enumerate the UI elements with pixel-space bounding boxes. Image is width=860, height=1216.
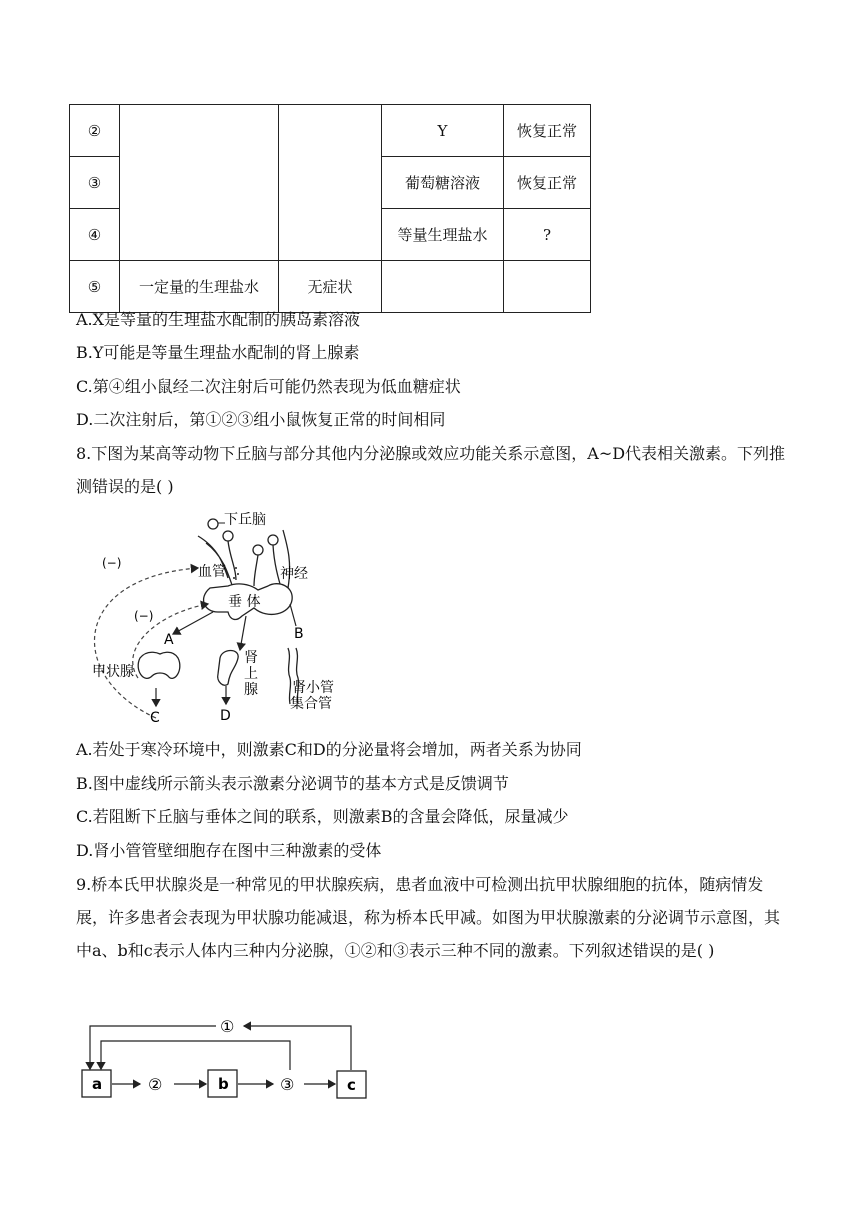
label-thyroid: 甲状腺 xyxy=(92,664,134,680)
table-cell-num: ② xyxy=(70,105,120,157)
q8-option-b: B.图中虚线所示箭头表示激素分泌调节的基本方式是反馈调节 xyxy=(76,774,509,793)
label-hormone-2: ② xyxy=(148,1075,163,1094)
experiment-table xyxy=(69,104,591,313)
arrow-to-adrenal xyxy=(240,616,246,650)
q8-option-a: A.若处于寒冷环境中，则激素C和D的分泌量将会增加，两者关系为协同 xyxy=(76,740,582,759)
arrow-a xyxy=(173,612,213,634)
label-a: A xyxy=(164,632,174,648)
label-feedback-2: (−) xyxy=(134,609,154,623)
label-d: D xyxy=(220,708,231,724)
table-cell-num: ④ xyxy=(70,209,120,261)
feedback-3-to-a xyxy=(101,1041,290,1070)
table-cell-col5 xyxy=(504,261,591,313)
label-tubule-2: 集合管 xyxy=(290,696,332,712)
table-cell-col2 xyxy=(120,105,279,261)
table-cell-num: ③ xyxy=(70,157,120,209)
q8-figure xyxy=(78,508,378,730)
table-cell-col5: ? xyxy=(504,209,591,261)
label-box-c: c xyxy=(347,1076,356,1094)
q9-figure xyxy=(78,1014,378,1106)
label-feedback-1: (−) xyxy=(102,556,122,570)
label-tubule-1: 肾小管 xyxy=(292,680,334,696)
label-hypothalamus: 下丘脑 xyxy=(224,512,266,528)
table-cell-col3 xyxy=(279,105,382,261)
label-box-b: b xyxy=(218,1075,229,1093)
q7-option-d: D.二次注射后，第①②③组小鼠恢复正常的时间相同 xyxy=(76,410,446,429)
q8-stem: 8.下图为某高等动物下丘脑与部分其他内分泌腺或效应功能关系示意图，A~D代表相关激素。下列推测错误的是( ) xyxy=(76,444,786,496)
table-cell-col4: Y xyxy=(382,105,504,157)
table-cell-col4: 葡萄糖溶液 xyxy=(382,157,504,209)
table-row xyxy=(70,261,591,313)
label-pituitary: 垂 体 xyxy=(228,594,261,610)
q7-option-b: B.Y可能是等量生理盐水配制的肾上腺素 xyxy=(76,343,360,362)
q8-option-c: C.若阻断下丘脑与垂体之间的联系，则激素B的含量会降低，尿量减少 xyxy=(76,807,569,826)
label-hormone-3: ③ xyxy=(280,1075,295,1094)
label-b: B xyxy=(294,626,304,642)
label-box-a: a xyxy=(92,1075,103,1093)
table-cell-num: ⑤ xyxy=(70,261,120,313)
label-adrenal-2: 上 xyxy=(244,666,258,682)
arrow-b xyxy=(290,604,296,626)
table-cell-col4: 等量生理盐水 xyxy=(382,209,504,261)
label-blood-vessel: 血管 xyxy=(198,564,226,580)
table-cell-col3: 无症状 xyxy=(279,261,382,313)
feedback-c-to-1 xyxy=(244,1026,351,1070)
table-cell-col4 xyxy=(382,261,504,313)
label-adrenal-3: 腺 xyxy=(244,682,258,698)
adrenal-shape xyxy=(218,651,238,686)
q8-option-d: D.肾小管管壁细胞存在图中三种激素的受体 xyxy=(76,841,382,860)
q9-stem: 9.桥本氏甲状腺炎是一种常见的甲状腺疾病，患者血液中可检测出抗甲状腺细胞的抗体，随病情发展，许多患者会表现为甲状腺功能减退，称为桥本氏甲减。如图为甲状腺激素的分泌调节示意图，其中a、b和c表示人体内三种内分泌腺，①②和③表示三种不同的激素。下列叙述错误的是( ) xyxy=(76,875,781,960)
feedback-1-to-a xyxy=(90,1026,216,1069)
q7-option-c: C.第④组小鼠经二次注射后可能仍然表现为低血糖症状 xyxy=(76,377,461,396)
table-row xyxy=(70,105,591,157)
feedback-arrow-outer xyxy=(94,568,198,718)
label-c: C xyxy=(150,710,160,726)
label-adrenal-1: 肾 xyxy=(244,650,258,666)
label-hormone-1: ① xyxy=(220,1017,235,1036)
label-nerve: 神经 xyxy=(280,566,308,582)
q7-option-a: A.X是等量的生理盐水配制的胰岛素溶液 xyxy=(76,310,361,329)
table-cell-col2: 一定量的生理盐水 xyxy=(120,261,279,313)
table-cell-col5: 恢复正常 xyxy=(504,105,591,157)
thyroid-shape xyxy=(138,652,180,678)
table-cell-col5: 恢复正常 xyxy=(504,157,591,209)
